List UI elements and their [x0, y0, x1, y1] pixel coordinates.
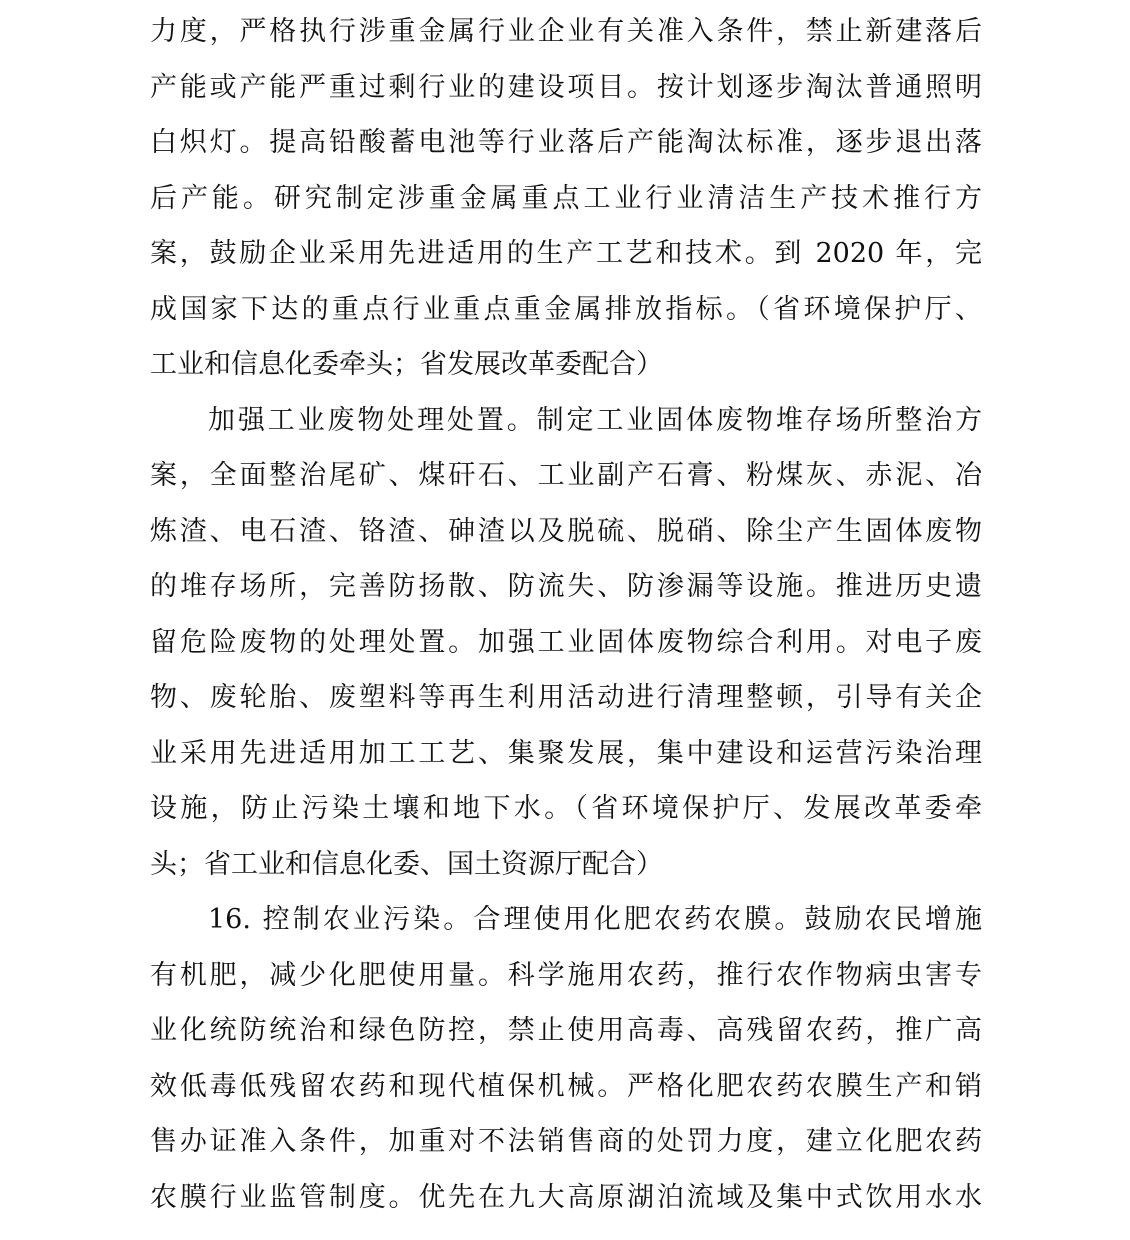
- paragraph-line: 案，鼓励企业采用先进适用的生产工艺和技术。到 2020 年，完: [150, 238, 982, 269]
- paragraph-line: 16. 控制农业污染。合理使用化肥农药农膜。鼓励农民增施: [208, 904, 982, 935]
- paragraph-line: 案，全面整治尾矿、煤矸石、工业副产石膏、粉煤灰、赤泥、冶: [150, 460, 982, 491]
- paragraph-line: 农膜行业监管制度。优先在九大高原湖泊流域及集中式饮用水水: [150, 1181, 982, 1213]
- paragraph-line: 业化统防统治和绿色防控，禁止使用高毒、高残留农药，推广高: [150, 1015, 982, 1046]
- paragraph-line: 力度，严格执行涉重金属行业企业有关准入条件，禁止新建落后: [150, 16, 982, 47]
- paragraph-line: 工业和信息化委牵头；省发展改革委配合）: [150, 349, 663, 380]
- paragraph-line: 有机肥，减少化肥使用量。科学施用农药，推行农作物病虫害专: [150, 959, 982, 991]
- paragraph-line: 设施，防止污染土壤和地下水。（省环境保护厅、发展改革委牵: [150, 793, 982, 824]
- document-body: [150, 4, 982, 1225]
- paragraph-line: 头；省工业和信息化委、国土资源厅配合）: [150, 848, 663, 880]
- paragraph-line: 效低毒低残留农药和现代植保机械。严格化肥农药农膜生产和销: [150, 1070, 982, 1102]
- paragraph-line: 后产能。研究制定涉重金属重点工业行业清洁生产技术推行方: [150, 182, 982, 214]
- paragraph-line: 业采用先进适用加工工艺、集聚发展，集中建设和运营污染治理: [150, 737, 982, 769]
- paragraph-line: 售办证准入条件，加重对不法销售商的处罚力度，建立化肥农药: [150, 1126, 982, 1157]
- paragraph-line: 加强工业废物处理处置。制定工业固体废物堆存场所整治方: [208, 404, 982, 436]
- paragraph-line: 白炽灯。提高铅酸蓄电池等行业落后产能淘汰标准，逐步退出落: [150, 127, 982, 158]
- paragraph-line: 物、废轮胎、废塑料等再生利用活动进行清理整顿，引导有关企: [150, 682, 982, 713]
- paragraph-line: 产能或产能严重过剩行业的建设项目。按计划逐步淘汰普通照明: [150, 71, 982, 103]
- paragraph-line: 成国家下达的重点行业重点重金属排放指标。（省环境保护厅、: [150, 293, 982, 325]
- paragraph-line: 留危险废物的处理处置。加强工业固体废物综合利用。对电子废: [150, 626, 982, 658]
- paragraph-line: 的堆存场所，完善防扬散、防流失、防渗漏等设施。推进历史遗: [150, 571, 982, 602]
- paragraph-line: 炼渣、电石渣、铬渣、砷渣以及脱硫、脱硝、除尘产生固体废物: [150, 515, 982, 547]
